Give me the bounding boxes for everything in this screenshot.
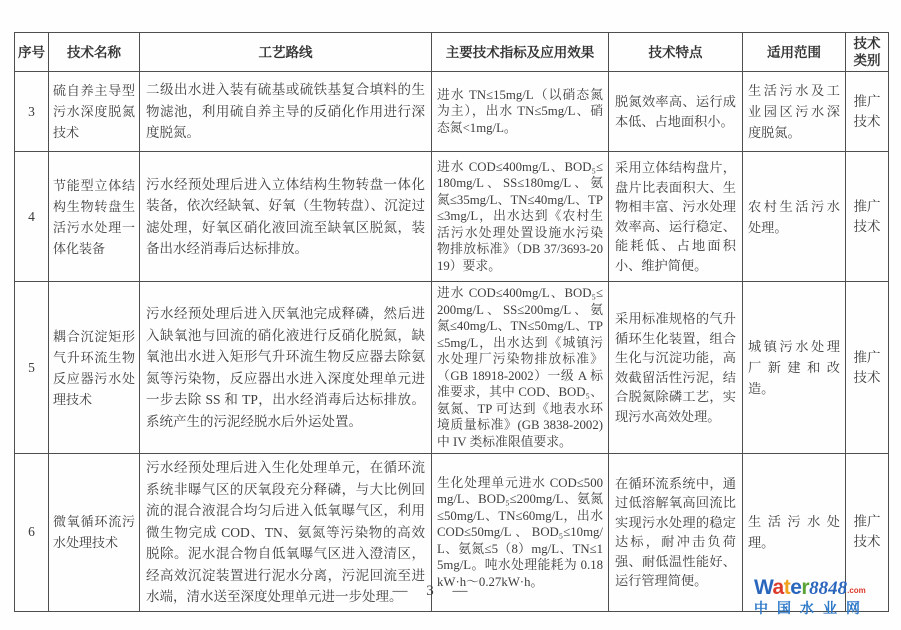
- logo-letter: a: [772, 576, 784, 599]
- cell-no: 6: [15, 454, 49, 612]
- cell-features: 脱氮效率高、运行成本低、占地面积小。: [609, 72, 743, 152]
- column-header-no: 序号: [15, 33, 49, 72]
- table-row: [15, 282, 889, 454]
- column-header-indicators: 主要技术指标及应用效果: [432, 33, 609, 72]
- cell-features: 在循环流系统中，通过低溶解氧高回流比实现污水处理的稳定达标，耐冲击负荷强、耐低温性能好、运行管理简便。: [609, 454, 743, 612]
- cell-indicators: 进水 COD≤400mg/L、BOD₅≤200mg/L、SS≤200mg/L、氨氮≤40mg/L、TN≤50mg/L、TP≤5mg/L，出水达到《城镇污水处理厂污染物排放标准》（GB 18918-2002）一级 A 标准要求，其中 COD、BOD₅、氨氮、TP 可达到《地表水环境质量标准》(GB 3838-2002)中 IV 类标准限值要求。: [432, 282, 609, 454]
- water8848-logo: [754, 577, 896, 615]
- cell-scope: 城镇污水处理厂新建和改造。: [743, 282, 846, 454]
- technology-table: [14, 32, 889, 612]
- cell-no: 5: [15, 282, 49, 454]
- logo-wordmark: [754, 577, 896, 598]
- cell-scope: 生活污水及工业园区污水深度脱氮。: [743, 72, 846, 152]
- cell-indicators: 进水 COD≤400mg/L、BOD₅≤180mg/L、SS≤180mg/L、氨氮≤35mg/L、TN≤40mg/L、TP≤3mg/L，出水达到《农村生活污水处理处置设施水污染物排放标准》（DB 37/3693-2019）要求。: [432, 152, 609, 282]
- header-row: [15, 33, 889, 72]
- column-header-name: 技术名称: [49, 33, 140, 72]
- column-header-features: 技术特点: [609, 33, 743, 72]
- logo-letter: r: [801, 576, 810, 599]
- cell-features: 采用立体结构盘片，盘片比表面积大、生物相丰富、污水处理效率高、运行稳定、能耗低、占地面积小、维护简便。: [609, 152, 743, 282]
- logo-word: [754, 576, 809, 599]
- logo-letter: t: [783, 576, 791, 599]
- logo-letter: e: [790, 576, 802, 599]
- cell-no: 4: [15, 152, 49, 282]
- cell-process: 污水经预处理后进入厌氧池完成释磷，然后进入缺氧池与回流的硝化液进行反硝化脱氮，缺氧池出水进入矩形气升环流生物反应器去除氨氮等污染物，反应器出水进入深度处理单元进一步去除 SS 和 TP，出水经消毒后达标排放。系统产生的污泥经脱水后外运处置。: [140, 282, 432, 454]
- logo-letter: W: [754, 576, 773, 599]
- cell-process: 二级出水进入装有硫基或硫铁基复合填料的生物滤池，利用硫自养主导的反硝化作用进行深度脱氮。: [140, 72, 432, 152]
- table-body: [15, 72, 889, 612]
- page-number: — 3 —: [392, 583, 468, 599]
- logo-subtitle: 中国水业网: [754, 600, 869, 616]
- cell-process: 污水经预处理后进入立体结构生物转盘一体化装备，依次经缺氧、好氧（生物转盘）、沉淀过滤处理，好氧区硝化液回流至缺氧区脱氮，装备出水经消毒后达标排放。: [140, 152, 432, 282]
- cell-category: 推广技术: [846, 152, 889, 282]
- table-header: [15, 33, 889, 72]
- cell-no: 3: [15, 72, 49, 152]
- cell-name: 微氧循环流污水处理技术: [49, 454, 140, 612]
- cell-name: 耦合沉淀矩形气升环流生物反应器污水处理技术: [49, 282, 140, 454]
- column-header-scope: 适用范围: [743, 33, 846, 72]
- cell-features: 采用标准规格的气升循环生化装置，组合生化与沉淀功能，高效截留活性污泥，结合脱氮除磷工艺，实现污水高效处理。: [609, 282, 743, 454]
- column-header-category: 技术类别: [846, 33, 889, 72]
- cell-name: 节能型立体结构生物转盘生活污水处理一体化装备: [49, 152, 140, 282]
- cell-process: 污水经预处理后进入生化处理单元，在循环流系统非曝气区的厌氧段充分释磷，与大比例回流的混合液混合均匀后进入低氧曝气区，利用微生物完成 COD、TN、氨氮等污染物的高效脱除。泥水混合物自低氧曝气区进入澄清区，经高效沉淀装置进行泥水分离，污泥回流至进水端，清水送至深度处理单元进一步处理。: [140, 454, 432, 612]
- cell-scope: 生活污水处理。: [743, 454, 846, 612]
- table-row: [15, 72, 889, 152]
- cell-indicators: 生化处理单元进水 COD≤500mg/L、BOD₅≤200mg/L、氨氮≤50mg/L、TN≤60mg/L，出水 COD≤50mg/L、BOD₅≤10mg/L、氨氮≤5（8）mg/L、TN≤15mg/L。吨水处理能耗为 0.18kW·h～0.27kW·h。: [432, 454, 609, 612]
- table-row: [15, 152, 889, 282]
- logo-tld: .com: [847, 586, 866, 595]
- cell-name: 硫自养主导型污水深度脱氮技术: [49, 72, 140, 152]
- cell-category: 推广技术: [846, 282, 889, 454]
- logo-number: 8848: [809, 578, 848, 599]
- cell-category: 推广技术: [846, 454, 889, 612]
- cell-scope: 农村生活污水处理。: [743, 152, 846, 282]
- cell-indicators: 进水 TN≤15mg/L（以硝态氮为主），出水 TN≤5mg/L、硝态氮<1mg/L。: [432, 72, 609, 152]
- cell-category: 推广技术: [846, 72, 889, 152]
- column-header-process: 工艺路线: [140, 33, 432, 72]
